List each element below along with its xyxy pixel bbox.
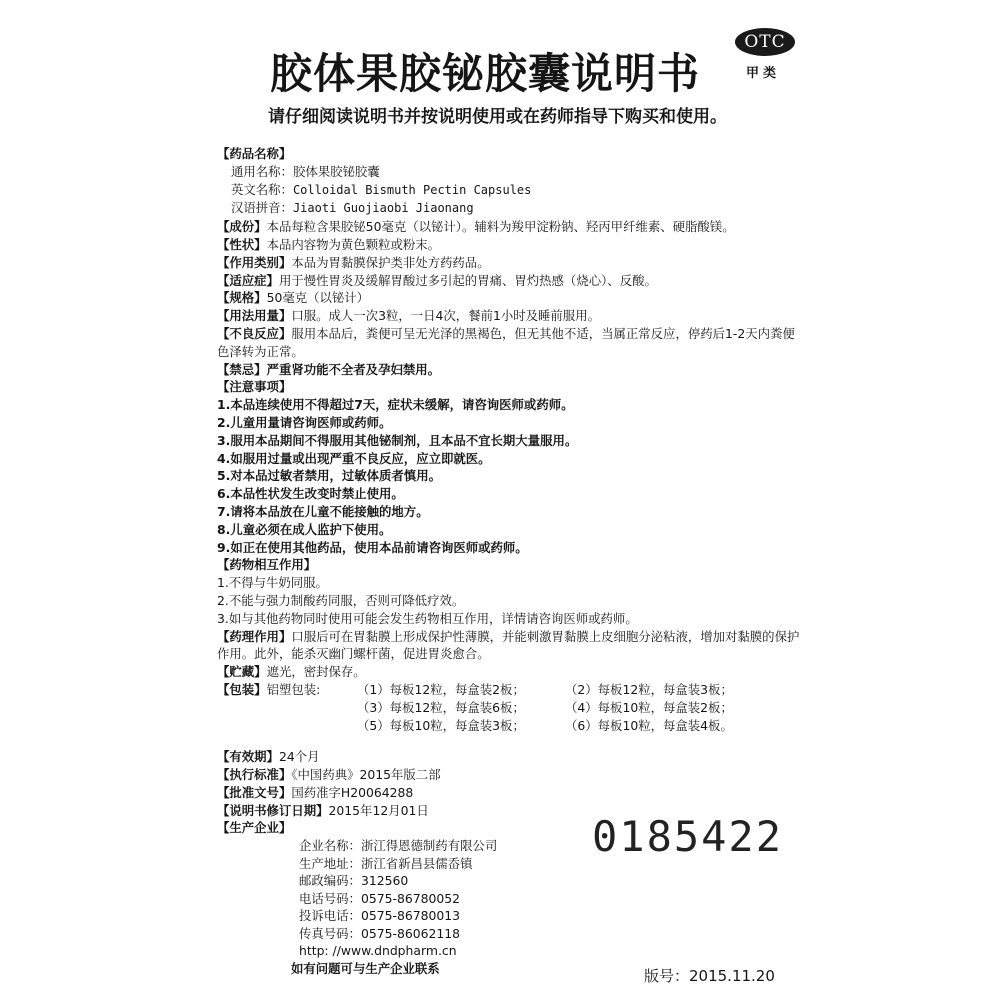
interaction-item: 3.如与其他药物同时使用可能会发生药物相互作用，详情请咨询医师或药师。 — [217, 610, 638, 626]
adverse-heading: 【不良反应】 — [217, 325, 292, 341]
packaging-row — [217, 681, 807, 699]
properties-section — [217, 236, 807, 254]
dosage-section — [217, 307, 807, 325]
category-section — [217, 254, 807, 272]
specification-heading: 【规格】 — [217, 290, 267, 306]
approval-heading: 【批准文号】 — [217, 784, 292, 800]
english-name-label: 英文名称： — [231, 181, 293, 197]
company-website[interactable]: http: //www.dndpharm.cn — [299, 943, 457, 959]
company-name: 企业名称：浙江得恩德制药有限公司 — [299, 838, 498, 854]
dosage-heading: 【用法用量】 — [217, 308, 292, 324]
interaction-item: 2.不能与强力制酸药同服，否则可降低疗效。 — [217, 592, 465, 608]
packaging-option: （6）每板10粒，每盒装4板。 — [565, 717, 733, 733]
interaction-item: 1.不得与牛奶同服。 — [217, 575, 328, 591]
packaging-heading: 【包装】 — [217, 681, 267, 697]
revision-text: 2015年12月01日 — [328, 802, 429, 818]
company-address: 生产地址：浙江省新昌县儒岙镇 — [299, 855, 473, 871]
properties-text: 本品内容物为黄色颗粒或粉末。 — [266, 236, 441, 252]
document-subtitle: 请仔细阅读说明书并按说明使用或在药师指导下购买和使用。 — [268, 107, 727, 127]
precaution-item: 2.儿童用量请咨询医师或药师。 — [217, 414, 392, 430]
indications-text: 用于慢性胃炎及缓解胃酸过多引起的胃痛、胃灼热感（烧心）、反酸。 — [278, 272, 657, 288]
document-title: 胶体果胶铋胶囊说明书 — [270, 49, 701, 98]
pharmacology-heading: 【药理作用】 — [217, 628, 292, 644]
approval-section — [217, 784, 807, 802]
storage-heading: 【贮藏】 — [217, 664, 267, 680]
approval-text: 国药准字H20064288 — [291, 784, 414, 800]
pharmacology-text: 口服后可在胃黏膜上形成保护性薄膜，并能刺激胃黏膜上皮细胞分泌粘液，增加对黏膜的保护作用。此外，能杀灭幽门螺杆菌，促进胃炎愈合。 — [217, 628, 800, 662]
composition-section — [217, 218, 807, 236]
dosage-text: 口服。成人一次3粒，一日4次，餐前1小时及睡前服用。 — [291, 308, 600, 324]
contact-note: 如有问题可与生产企业联系 — [291, 960, 440, 976]
specification-section — [217, 289, 807, 307]
validity-text: 24个月 — [278, 749, 320, 765]
english-name-row — [217, 181, 807, 200]
packaging-option: （5）每板10粒，每盒装3板； — [357, 717, 525, 733]
precaution-item: 9.如正在使用其他药品，使用本品前请咨询医师或药师。 — [217, 539, 528, 555]
pinyin-name: Jiaoti Guojiaobi Jiaonang — [292, 201, 474, 216]
packaging-option: （4）每板10粒，每盒装2板； — [565, 699, 733, 715]
precaution-item: 4.如服用过量或出现严重不良反应，应立即就医。 — [217, 450, 491, 466]
category-heading: 【作用类别】 — [217, 254, 292, 270]
packaging-option: （2）每板12粒，每盒装3板； — [565, 681, 733, 697]
precaution-item: 8.儿童必须在成人监护下使用。 — [217, 521, 392, 537]
indications-section — [217, 272, 807, 290]
composition-text: 本品每粒含果胶铋50毫克（以铋计）。辅料为羧甲淀粉钠、羟丙甲纤维素、硬脂酸镁。 — [266, 219, 735, 235]
company-fax: 传真号码：0575-86062118 — [299, 925, 461, 941]
standard-heading: 【执行标准】 — [217, 767, 292, 783]
standard-text: 《中国药典》2015年版二部 — [291, 767, 441, 783]
company-phone: 电话号码：0575-86780052 — [299, 890, 461, 906]
composition-heading: 【成份】 — [217, 219, 267, 235]
contraindications-section — [217, 361, 807, 379]
adverse-text: 服用本品后，粪便可呈无光泽的黑褐色，但无其他不适，当属正常反应，停药后1-2天内粪便色泽转为正常。 — [217, 325, 795, 359]
pinyin-name-label: 汉语拼音： — [231, 200, 293, 216]
precaution-item: 3.服用本品期间不得服用其他铋制剂，且本品不宜长期大量服用。 — [217, 432, 578, 448]
precaution-item: 5.对本品过敏者禁用，过敏体质者慎用。 — [217, 468, 441, 484]
serial-stamp: 0185422 — [592, 812, 784, 861]
packaging-label — [217, 681, 357, 699]
validity-section — [217, 748, 807, 766]
packaging-option: （3）每板12粒，每盒装6板； — [357, 699, 525, 715]
company-postcode: 邮政编码：312560 — [299, 873, 409, 889]
pinyin-name-row — [217, 199, 807, 218]
pharmacology-section — [217, 628, 807, 664]
standard-section — [217, 766, 807, 784]
precaution-item: 6.本品性状发生改变时禁止使用。 — [217, 486, 404, 502]
indications-heading: 【适应症】 — [217, 272, 279, 288]
company-complaint-phone: 投诉电话：0575-86780013 — [299, 908, 461, 924]
validity-heading: 【有效期】 — [217, 749, 279, 765]
interactions-heading: 【药物相互作用】 — [217, 557, 317, 573]
precaution-item: 1.本品连续使用不得超过7天，症状未缓解，请咨询医师或药师。 — [217, 397, 574, 413]
storage-section — [217, 663, 807, 681]
otc-class-label: 甲类 — [746, 66, 781, 81]
storage-text: 遮光，密封保存。 — [266, 664, 366, 680]
generic-name: 通用名称：胶体果胶铋胶囊 — [231, 163, 380, 179]
drug-name-heading: 【药品名称】 — [217, 146, 292, 161]
packaging-type: 铝塑包装: — [266, 681, 321, 697]
manufacturer-heading: 【生产企业】 — [217, 820, 292, 836]
packaging-row — [217, 717, 807, 735]
precaution-item: 7.请将本品放在儿童不能接触的地方。 — [217, 503, 429, 519]
adverse-section — [217, 325, 807, 361]
packaging-row — [217, 699, 807, 717]
contraindications-text: 严重肾功能不全者及孕妇禁用。 — [266, 361, 441, 377]
packaging-option: （1）每板12粒，每盒装2板； — [357, 681, 525, 697]
version-number: 版号：2015.11.20 — [644, 967, 775, 985]
english-name: Colloidal Bismuth Pectin Capsules — [292, 182, 532, 197]
category-text: 本品为胃黏膜保护类非处方药药品。 — [291, 254, 490, 270]
otc-badge: OTC — [735, 28, 795, 56]
precautions-heading: 【注意事项】 — [217, 379, 292, 395]
properties-heading: 【性状】 — [217, 236, 267, 252]
specification-text: 50毫克（以铋计） — [266, 290, 370, 306]
revision-heading: 【说明书修订日期】 — [217, 802, 329, 818]
contraindications-heading: 【禁忌】 — [217, 361, 267, 377]
